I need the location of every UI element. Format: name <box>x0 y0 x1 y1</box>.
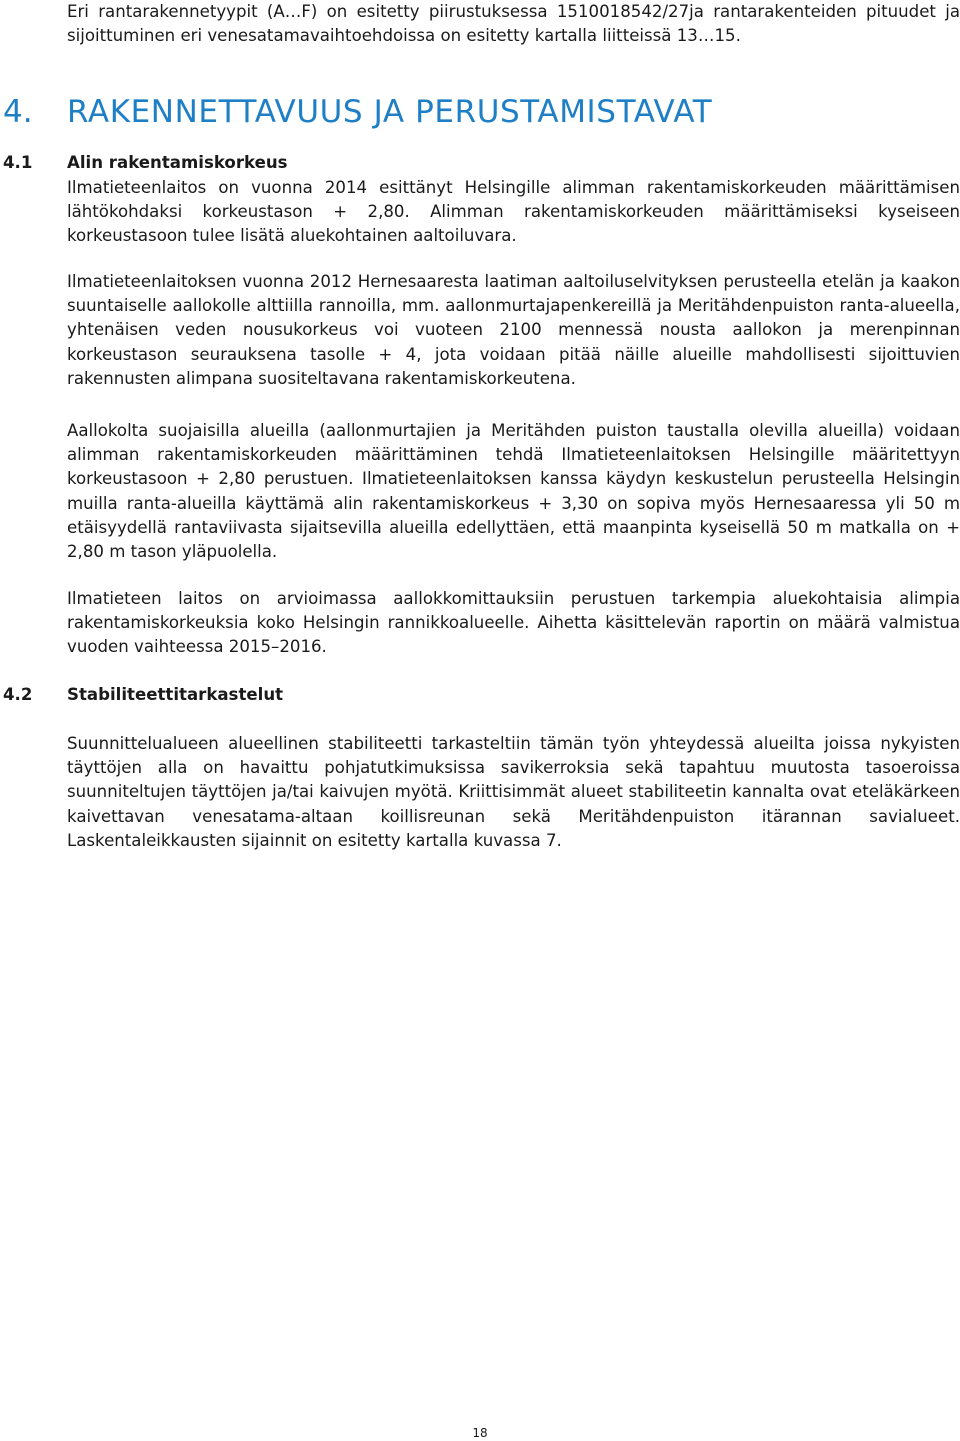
paragraph: Ilmatieteenlaitoksen vuonna 2012 Hernesaaresta laatiman aaltoiluselvityksen perusteella etelän ja kaakon suuntaiselle aallokolle alttiilla rannoilla, mm. aallonmurtajapenkereillä ja Meritähdenpuiston ranta-alueella, yhtenäisen veden nousukorkeus voi vuoteen 2100 mennessä nousta aallokon ja merenpinnan korkeustason seurauksena tasolle + 4, jota voidaan pitää näille alueille mahdollisesti sijoittuvien rakennusten alimpana suositeltavana rakentamiskorkeutena. <box>67 272 960 388</box>
section-title: Stabiliteettitarkastelut <box>67 685 284 704</box>
paragraph: Ilmatieteen laitos on arvioimassa aallokkomittauksiin perustuen tarkempia aluekohtaisia alimpia rakentamiskorkeuksia koko Helsingin rannikkoalueelle. Aihetta käsittelevän raportin on määrä valmistua vuoden vaihteessa 2015–2016. <box>67 589 960 657</box>
section-number: 4.1 <box>3 153 33 172</box>
section-number: 4.2 <box>3 685 33 704</box>
paragraph: Suunnittelualueen alueellinen stabiliteetti tarkasteltiin tämän työn yhteydessä alueilta joissa nykyisten täyttöjen alla on havaittu pohjatutkimuksissa savikerroksia sekä tapahtuu muutosta tasoeroissa suunniteltujen täyttöjen ja/tai kaivujen myötä. Kriittisimmät alueet stabiliteetin kannalta ovat eteläkärkeen kaivettavan venesatama-altaan koillisreunan sekä Meritähdenpuiston itärannan savialueet. Laskentaleikkausten sijainnit on esitetty kartalla kuvassa 7. <box>67 734 960 850</box>
chapter-title: RAKENNETTAVUUS JA PERUSTAMISTAVAT <box>67 94 713 130</box>
paragraph: Ilmatieteenlaitos on vuonna 2014 esittänyt Helsingille alimman rakentamiskorkeuden määrittämisen lähtökohdaksi korkeustason + 2,80. Alimman rakentamiskorkeuden määrittämiseksi kyseiseen korkeustasoon tulee lisätä aluekohtainen aaltoiluvara. <box>67 178 960 246</box>
section-title: Alin rakentamiskorkeus <box>67 153 288 172</box>
intro-paragraph: Eri rantarakennetyypit (A…F) on esitetty piirustuksessa 1510018542/27ja rantarakenteiden pituudet ja sijoittuminen eri venesatamavaihtoehdoissa on esitetty kartalla liitteissä 13…15. <box>67 2 960 46</box>
chapter-number: 4. <box>3 94 33 130</box>
paragraph: Aallokolta suojaisilla alueilla (aallonmurtajien ja Meritähden puiston taustalla olevilla alueilla) voidaan alimman rakentamiskorkeuden määrittäminen tehdä Ilmatieteenlaitoksen Helsingille määritettyyn korkeustasoon + 2,80 perustuen. Ilmatieteenlaitoksen kanssa käydyn keskustelun perusteella Helsingin muilla ranta-alueilla käyttämä alin rakentamiskorkeus + 3,30 on sopiva myös Hernesaaressa yli 50 m etäisyydellä rantaviivasta sijaitsevilla alueilla edellyttäen, että maanpinta kyseisellä 50 m matkalla on + 2,80 m tason yläpuolella. <box>67 421 960 562</box>
page-number: 18 <box>472 1426 488 1440</box>
